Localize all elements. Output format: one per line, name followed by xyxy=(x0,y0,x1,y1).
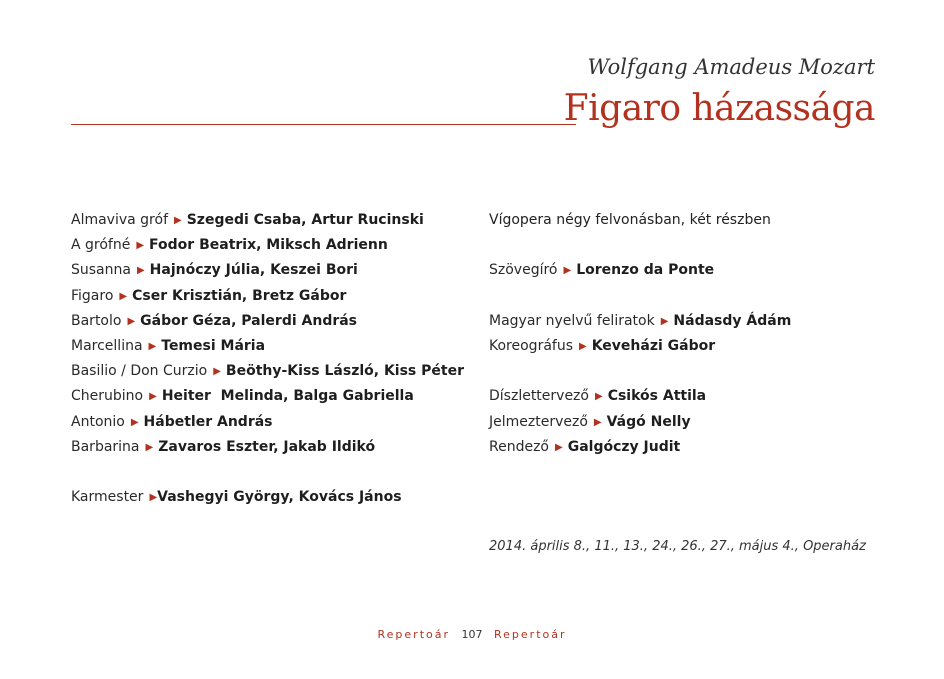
role-label: Marcellina xyxy=(71,337,143,354)
arrow-right-icon: ▶ xyxy=(127,315,136,327)
cast-row xyxy=(71,284,476,309)
cast-row xyxy=(71,309,476,334)
opera-subtitle: Vígopera négy felvonásban, két részben xyxy=(489,212,771,228)
role-label: Susanna xyxy=(71,262,131,279)
performer-names: Heiter Melinda, Balga Gabriella xyxy=(161,388,414,405)
cast-row xyxy=(71,233,476,258)
arrow-right-icon: ▶ xyxy=(136,240,145,252)
credit-row xyxy=(489,334,889,359)
arrow-right-icon: ▶ xyxy=(119,290,128,302)
cast-row xyxy=(71,334,476,359)
credit-row xyxy=(489,435,889,460)
cast-list xyxy=(71,208,476,510)
arrow-right-icon: ▶ xyxy=(130,416,139,428)
arrow-right-icon: ▶ xyxy=(594,391,603,403)
credit-names: Csikós Attila xyxy=(607,388,707,405)
role-label: Koreográfus xyxy=(489,337,573,354)
cast-row xyxy=(71,384,476,409)
arrow-right-icon: ▶ xyxy=(579,340,587,352)
performer-names: Gábor Géza, Palerdi András xyxy=(140,312,358,329)
cast-row xyxy=(71,435,476,460)
arrow-right-icon: ▶ xyxy=(213,366,221,378)
role-label: Basilio / Don Curzio xyxy=(71,363,208,380)
role-label: Barbarina xyxy=(71,438,140,455)
credit-names: Vágó Nelly xyxy=(606,413,691,430)
page-number: 107 xyxy=(461,628,483,641)
arrow-right-icon: ▶ xyxy=(148,340,157,352)
performer-names: Hábetler András xyxy=(143,413,273,430)
arrow-right-icon: ▶ xyxy=(563,265,572,277)
performer-names: Vashegyi György, Kovács János xyxy=(157,489,402,506)
title-rule xyxy=(71,124,576,125)
performer-names: Cser Krisztián, Bretz Gábor xyxy=(132,287,347,304)
credit-row xyxy=(489,410,889,435)
cast-row xyxy=(71,208,476,233)
role-label: Szövegíró xyxy=(489,262,558,279)
role-label: Magyar nyelvű feliratok xyxy=(489,312,655,329)
opera-title: Figaro házassága xyxy=(563,88,875,129)
role-label: Jelmeztervező xyxy=(489,413,588,430)
performer-names: Szegedi Csaba, Artur Rucinski xyxy=(186,212,424,228)
arrow-right-icon: ▶ xyxy=(555,441,563,453)
credit-names: Galgóczy Judit xyxy=(567,438,681,455)
credit-names: Keveházi Gábor xyxy=(591,337,716,354)
arrow-right-icon: ▶ xyxy=(593,416,602,428)
credit-row xyxy=(489,258,889,283)
running-title-right: Repertoár xyxy=(494,628,567,641)
arrow-right-icon: ▶ xyxy=(149,492,158,504)
role-label: Almaviva gróf xyxy=(71,212,169,228)
arrow-right-icon: ▶ xyxy=(660,315,669,327)
credit-row xyxy=(489,309,889,334)
role-label: Karmester xyxy=(71,489,144,506)
credit-names: Nádasdy Ádám xyxy=(673,312,792,329)
cast-row xyxy=(71,410,476,435)
arrow-right-icon: ▶ xyxy=(149,391,157,403)
role-label: A grófné xyxy=(71,237,131,254)
conductor-row xyxy=(71,485,476,510)
production-credits xyxy=(489,208,889,460)
arrow-right-icon: ▶ xyxy=(174,215,182,226)
performer-names: Fodor Beatrix, Miksch Adrienn xyxy=(149,237,388,254)
performer-names: Hajnóczy Júlia, Keszei Bori xyxy=(149,262,358,279)
performer-names: Beöthy-Kiss László, Kiss Péter xyxy=(225,363,464,380)
credit-row xyxy=(489,384,889,409)
role-label: Rendező xyxy=(489,438,549,455)
composer-name: Wolfgang Amadeus Mozart xyxy=(587,55,875,79)
page-footer xyxy=(0,628,944,641)
role-label: Antonio xyxy=(71,413,125,430)
cast-row xyxy=(71,359,476,384)
role-label: Díszlettervező xyxy=(489,388,589,405)
performance-dates: 2014. április 8., 11., 13., 24., 26., 27., május 4., Operaház xyxy=(489,539,866,554)
performer-names: Temesi Mária xyxy=(161,337,266,354)
performer-names: Zavaros Eszter, Jakab Ildikó xyxy=(158,438,376,455)
role-label: Cherubino xyxy=(71,388,144,405)
running-title-left: Repertoár xyxy=(377,628,450,641)
credit-names: Lorenzo da Ponte xyxy=(576,262,715,279)
role-label: Figaro xyxy=(71,287,114,304)
cast-row xyxy=(71,258,476,283)
arrow-right-icon: ▶ xyxy=(136,265,145,277)
role-label: Bartolo xyxy=(71,312,122,329)
arrow-right-icon: ▶ xyxy=(145,441,154,453)
